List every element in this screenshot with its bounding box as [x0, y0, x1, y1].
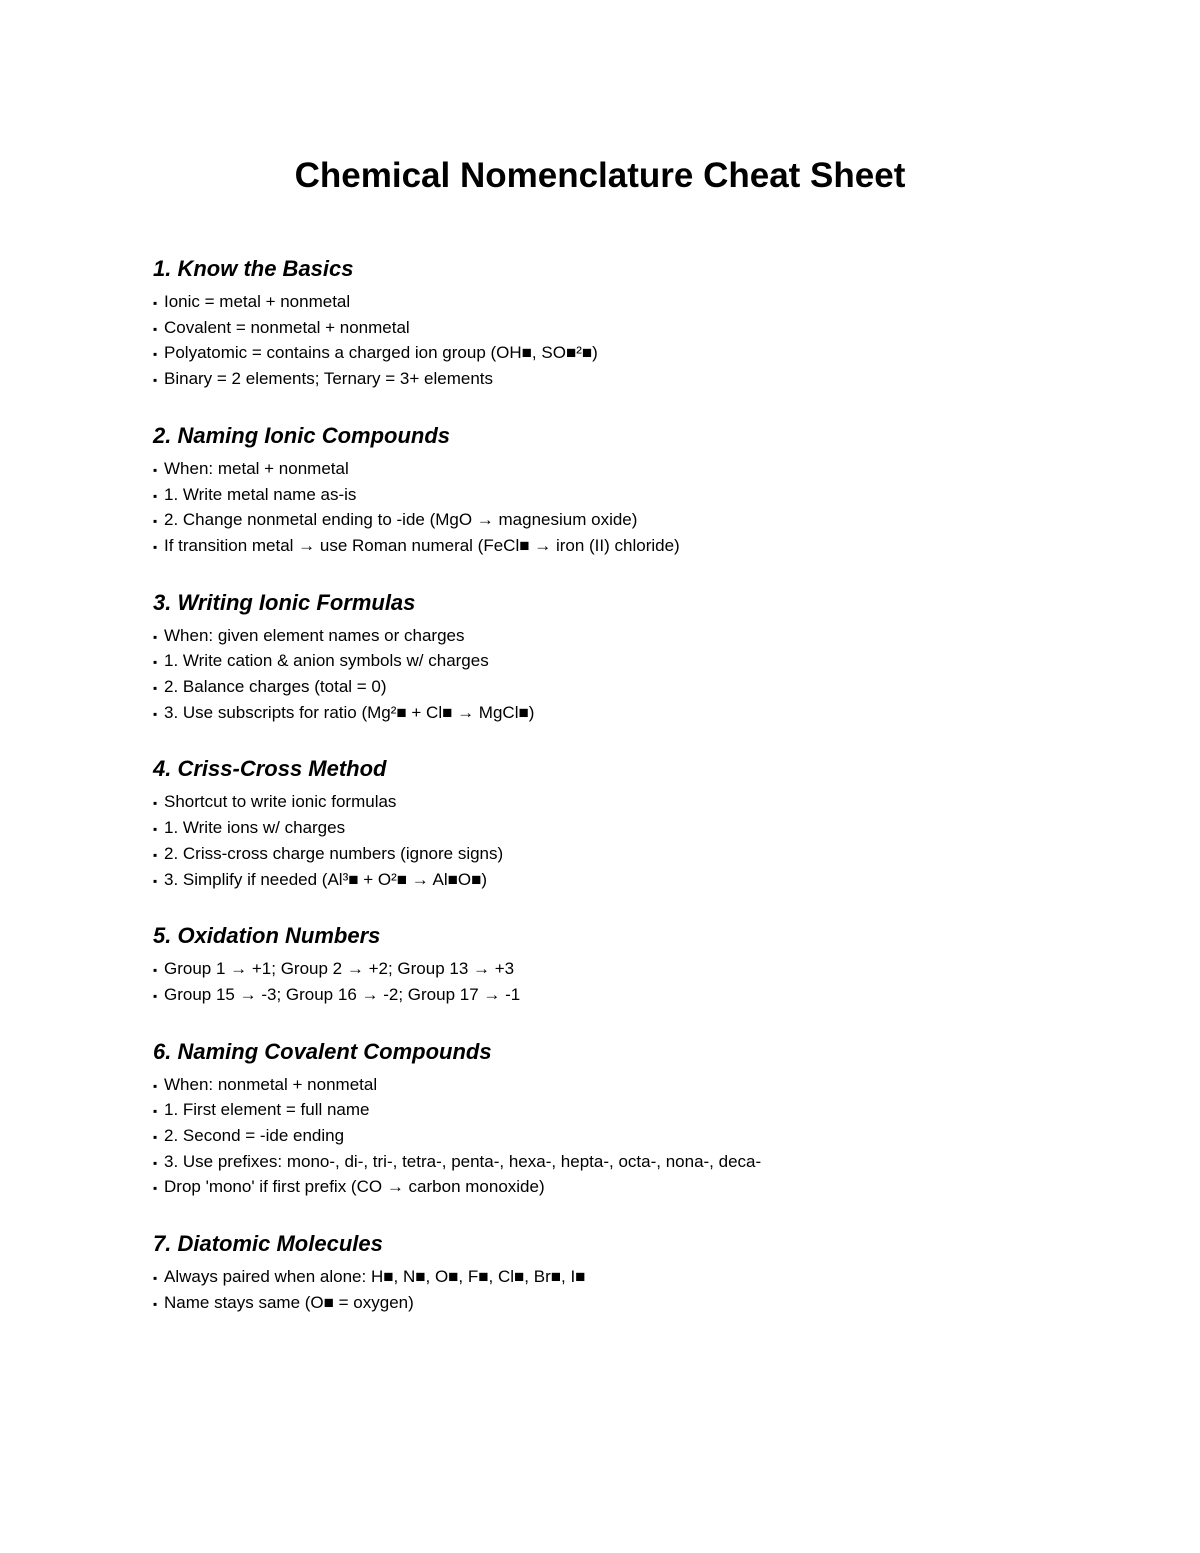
list-item-text: Group 1 → +1; Group 2 → +2; Group 13 → +3 [164, 959, 515, 979]
list-item [153, 1073, 1133, 1099]
list-item [153, 701, 1133, 727]
bullet-icon: ▪ [153, 1296, 158, 1311]
bullet-icon: ▪ [153, 629, 158, 644]
list-item-text: When: given element names or charges [164, 625, 465, 645]
list-item [153, 534, 1133, 560]
section-list [153, 457, 1133, 560]
bullet-icon: ▪ [153, 347, 158, 362]
list-item [153, 457, 1133, 483]
section-heading: 6. Naming Covalent Compounds [153, 1038, 492, 1064]
section-5 [153, 921, 1133, 1008]
list-item-text: When: metal + nonmetal [164, 458, 349, 478]
bullet-icon: ▪ [153, 296, 158, 310]
list-item [153, 1150, 1133, 1176]
list-item [153, 624, 1133, 650]
list-item [153, 983, 1133, 1009]
list-item-text: When: nonmetal + nonmetal [164, 1074, 378, 1094]
section-2 [153, 421, 1133, 560]
bullet-icon: ▪ [153, 1271, 158, 1286]
section-list [153, 790, 1133, 893]
list-item-text: 2. Criss-cross charge numbers (ignore signs) [164, 843, 504, 863]
bullet-icon: ▪ [153, 462, 158, 477]
list-item-text: Covalent = nonmetal + nonmetal [164, 317, 410, 337]
list-item [153, 1175, 1133, 1201]
bullet-icon: ▪ [153, 847, 158, 862]
bullet-icon: ▪ [153, 1104, 158, 1119]
bullet-icon: ▪ [153, 514, 158, 529]
section-1 [153, 254, 1133, 393]
bullet-icon: ▪ [153, 796, 158, 811]
list-item-text: Polyatomic = contains a charged ion group (OH■, SO■²■) [164, 343, 598, 363]
section-6 [153, 1037, 1133, 1202]
list-item [153, 290, 1133, 316]
list-item-text: Always paired when alone: H■, N■, O■, F■, Cl■, Br■, I■ [164, 1267, 586, 1287]
list-item-text: 3. Use prefixes: mono-, di-, tri-, tetra-, penta-, hexa-, hepta-, octa-, nona-, deca- [164, 1151, 762, 1171]
bullet-icon: ▪ [153, 321, 158, 336]
list-item-text: Ionic = metal + nonmetal [164, 292, 351, 311]
list-item [153, 367, 1133, 393]
bullet-icon: ▪ [153, 1130, 158, 1145]
list-item [153, 316, 1133, 342]
list-item [153, 483, 1133, 509]
section-list [153, 290, 1133, 393]
list-item-text: Binary = 2 elements; Ternary = 3+ elements [164, 369, 494, 389]
list-item [153, 341, 1133, 367]
list-item-text: Name stays same (O■ = oxygen) [164, 1292, 414, 1312]
list-item [153, 1098, 1133, 1124]
list-item [153, 1291, 1133, 1317]
list-item [153, 1265, 1133, 1291]
section-7 [153, 1229, 1133, 1316]
bullet-icon: ▪ [153, 873, 158, 888]
list-item-text: Group 15 → -3; Group 16 → -2; Group 17 → -1 [164, 984, 521, 1004]
section-heading: 2. Naming Ionic Compounds [153, 422, 451, 448]
bullet-icon: ▪ [153, 988, 158, 1003]
bullet-icon: ▪ [153, 706, 158, 721]
section-3 [153, 588, 1133, 727]
list-item-text: 1. First element = full name [164, 1100, 370, 1120]
list-item [153, 957, 1133, 983]
list-item [153, 1124, 1133, 1150]
list-item-text: Shortcut to write ionic formulas [164, 792, 397, 812]
bullet-icon: ▪ [153, 822, 158, 837]
list-item [153, 790, 1133, 816]
list-item-text: 2. Second = -ide ending [164, 1126, 345, 1146]
section-heading: 1. Know the Basics [153, 256, 354, 281]
bullet-icon: ▪ [153, 963, 158, 978]
list-item [153, 816, 1133, 842]
bullet-icon: ▪ [153, 655, 158, 670]
list-item [153, 842, 1133, 868]
section-list [153, 624, 1133, 727]
list-item [153, 649, 1133, 675]
bullet-icon: ▪ [153, 1181, 158, 1196]
list-item-text: 2. Balance charges (total = 0) [164, 677, 387, 697]
bullet-icon: ▪ [153, 1155, 158, 1170]
list-item-text: 1. Write ions w/ charges [164, 818, 346, 838]
list-item [153, 508, 1133, 534]
sections-container [153, 254, 1133, 1345]
list-item-text: 1. Write metal name as-is [164, 484, 357, 504]
section-4 [153, 754, 1133, 893]
list-item-text: 1. Write cation & anion symbols w/ charges [164, 651, 489, 671]
document-title: Chemical Nomenclature Cheat Sheet [294, 156, 906, 195]
bullet-icon: ▪ [153, 373, 158, 388]
section-list [153, 1265, 1133, 1316]
section-heading: 7. Diatomic Molecules [153, 1231, 383, 1257]
list-item-text: Drop 'mono' if first prefix (CO → carbon monoxide) [164, 1177, 545, 1197]
section-heading: 3. Writing Ionic Formulas [153, 589, 416, 615]
list-item [153, 675, 1133, 701]
section-heading: 5. Oxidation Numbers [153, 923, 381, 949]
bullet-icon: ▪ [153, 539, 158, 554]
list-item-text: 3. Simplify if needed (Al³■ + O²■ → Al■O■) [164, 869, 488, 889]
section-list [153, 957, 1133, 1008]
bullet-icon: ▪ [153, 488, 158, 503]
list-item-text: 3. Use subscripts for ratio (Mg²■ + Cl■ → MgCl■) [164, 702, 535, 722]
section-list [153, 1073, 1133, 1202]
bullet-icon: ▪ [153, 1078, 158, 1093]
bullet-icon: ▪ [153, 681, 158, 696]
section-heading: 4. Criss-Cross Method [153, 756, 387, 782]
list-item-text: If transition metal → use Roman numeral (FeCl■ → iron (II) chloride) [164, 535, 680, 555]
list-item-text: 2. Change nonmetal ending to -ide (MgO → magnesium oxide) [164, 510, 638, 530]
list-item [153, 868, 1133, 894]
